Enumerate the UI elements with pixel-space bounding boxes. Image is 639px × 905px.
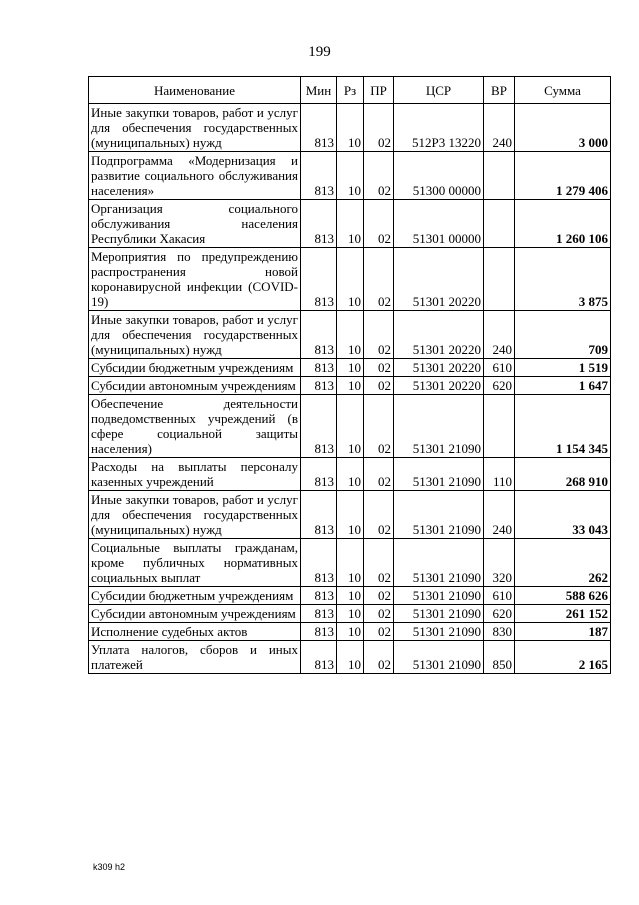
row-sum: 1 260 106 [515, 200, 611, 248]
row-min: 813 [301, 458, 337, 491]
row-min: 813 [301, 539, 337, 587]
footer-code: k309 h2 [93, 862, 126, 872]
table-header-row [89, 77, 611, 104]
row-sum: 1 647 [515, 377, 611, 395]
row-min: 813 [301, 200, 337, 248]
row-csr: 512Р3 13220 [394, 104, 484, 152]
row-rz: 10 [337, 641, 364, 674]
table-row [89, 491, 611, 539]
row-vr: 240 [484, 491, 515, 539]
row-rz: 10 [337, 104, 364, 152]
row-csr: 51301 21090 [394, 491, 484, 539]
page-number: 199 [308, 44, 331, 60]
table-row [89, 311, 611, 359]
row-pr: 02 [364, 377, 394, 395]
row-csr: 51301 20220 [394, 359, 484, 377]
header-vr: ВР [484, 77, 515, 104]
row-sum: 709 [515, 311, 611, 359]
row-pr: 02 [364, 491, 394, 539]
row-vr: 830 [484, 623, 515, 641]
row-csr: 51300 00000 [394, 152, 484, 200]
row-rz: 10 [337, 395, 364, 458]
row-csr: 51301 20220 [394, 377, 484, 395]
row-rz: 10 [337, 311, 364, 359]
row-sum: 3 000 [515, 104, 611, 152]
row-min: 813 [301, 641, 337, 674]
row-rz: 10 [337, 539, 364, 587]
row-pr: 02 [364, 623, 394, 641]
row-csr: 51301 21090 [394, 539, 484, 587]
row-sum: 1 154 345 [515, 395, 611, 458]
row-vr [484, 395, 515, 458]
row-pr: 02 [364, 539, 394, 587]
row-min: 813 [301, 587, 337, 605]
row-vr: 320 [484, 539, 515, 587]
row-rz: 10 [337, 605, 364, 623]
row-pr: 02 [364, 359, 394, 377]
row-rz: 10 [337, 587, 364, 605]
row-name: Организация социального обслуживания населения Республики Хакасия [89, 200, 301, 248]
row-min: 813 [301, 359, 337, 377]
row-sum: 262 [515, 539, 611, 587]
row-name: Исполнение судебных актов [89, 623, 301, 641]
row-vr: 610 [484, 587, 515, 605]
header-sum: Сумма [515, 77, 611, 104]
header-min: Мин [301, 77, 337, 104]
row-name: Социальные выплаты гражданам, кроме публичных нормативных социальных выплат [89, 539, 301, 587]
row-csr: 51301 21090 [394, 395, 484, 458]
row-min: 813 [301, 605, 337, 623]
row-vr: 850 [484, 641, 515, 674]
row-pr: 02 [364, 458, 394, 491]
header-csr: ЦСР [394, 77, 484, 104]
row-pr: 02 [364, 104, 394, 152]
header-rz: Рз [337, 77, 364, 104]
table-row [89, 248, 611, 311]
row-name: Субсидии автономным учреждениям [89, 377, 301, 395]
row-csr: 51301 21090 [394, 623, 484, 641]
row-name: Иные закупки товаров, работ и услуг для обеспечения государственных (муниципальных) нужд [89, 491, 301, 539]
row-sum: 1 279 406 [515, 152, 611, 200]
row-rz: 10 [337, 248, 364, 311]
row-pr: 02 [364, 248, 394, 311]
table-row [89, 152, 611, 200]
row-min: 813 [301, 104, 337, 152]
header-name: Наименование [89, 77, 301, 104]
row-csr: 51301 21090 [394, 605, 484, 623]
row-sum: 261 152 [515, 605, 611, 623]
table-row [89, 458, 611, 491]
row-name: Подпрограмма «Модернизация и развитие социального обслуживания населения» [89, 152, 301, 200]
row-pr: 02 [364, 641, 394, 674]
row-pr: 02 [364, 605, 394, 623]
row-sum: 268 910 [515, 458, 611, 491]
row-csr: 51301 21090 [394, 458, 484, 491]
row-min: 813 [301, 395, 337, 458]
row-pr: 02 [364, 200, 394, 248]
table-row [89, 104, 611, 152]
row-vr [484, 200, 515, 248]
row-rz: 10 [337, 200, 364, 248]
table-row [89, 377, 611, 395]
row-sum: 3 875 [515, 248, 611, 311]
table-row [89, 587, 611, 605]
table-row [89, 395, 611, 458]
row-rz: 10 [337, 359, 364, 377]
row-csr: 51301 20220 [394, 248, 484, 311]
row-min: 813 [301, 248, 337, 311]
row-name: Иные закупки товаров, работ и услуг для обеспечения государственных (муниципальных) нужд [89, 311, 301, 359]
row-vr: 620 [484, 605, 515, 623]
row-pr: 02 [364, 152, 394, 200]
row-name: Субсидии бюджетным учреждениям [89, 359, 301, 377]
table-row [89, 359, 611, 377]
row-pr: 02 [364, 311, 394, 359]
row-min: 813 [301, 152, 337, 200]
row-csr: 51301 21090 [394, 587, 484, 605]
table-row [89, 200, 611, 248]
row-sum: 1 519 [515, 359, 611, 377]
table-row [89, 641, 611, 674]
row-min: 813 [301, 377, 337, 395]
row-rz: 10 [337, 377, 364, 395]
row-min: 813 [301, 491, 337, 539]
row-name: Иные закупки товаров, работ и услуг для обеспечения государственных (муниципальных) нужд [89, 104, 301, 152]
row-sum: 588 626 [515, 587, 611, 605]
table-row [89, 539, 611, 587]
row-vr: 240 [484, 311, 515, 359]
row-vr: 240 [484, 104, 515, 152]
row-vr: 110 [484, 458, 515, 491]
row-name: Субсидии бюджетным учреждениям [89, 587, 301, 605]
row-rz: 10 [337, 623, 364, 641]
row-csr: 51301 00000 [394, 200, 484, 248]
row-min: 813 [301, 623, 337, 641]
row-name: Мероприятия по предупреждению распространения новой коронавирусной инфекции (COVID-19) [89, 248, 301, 311]
budget-table [88, 76, 611, 674]
row-rz: 10 [337, 152, 364, 200]
row-sum: 187 [515, 623, 611, 641]
row-name: Субсидии автономным учреждениям [89, 605, 301, 623]
row-vr: 620 [484, 377, 515, 395]
row-pr: 02 [364, 395, 394, 458]
row-vr: 610 [484, 359, 515, 377]
row-vr [484, 152, 515, 200]
row-rz: 10 [337, 458, 364, 491]
table-row [89, 605, 611, 623]
table-row [89, 623, 611, 641]
row-min: 813 [301, 311, 337, 359]
row-csr: 51301 20220 [394, 311, 484, 359]
row-name: Расходы на выплаты персоналу казенных учреждений [89, 458, 301, 491]
row-sum: 2 165 [515, 641, 611, 674]
row-csr: 51301 21090 [394, 641, 484, 674]
row-pr: 02 [364, 587, 394, 605]
header-pr: ПР [364, 77, 394, 104]
row-rz: 10 [337, 491, 364, 539]
row-sum: 33 043 [515, 491, 611, 539]
row-name: Обеспечение деятельности подведомственных учреждений (в сфере социальной защиты населения) [89, 395, 301, 458]
row-vr [484, 248, 515, 311]
row-name: Уплата налогов, сборов и иных платежей [89, 641, 301, 674]
